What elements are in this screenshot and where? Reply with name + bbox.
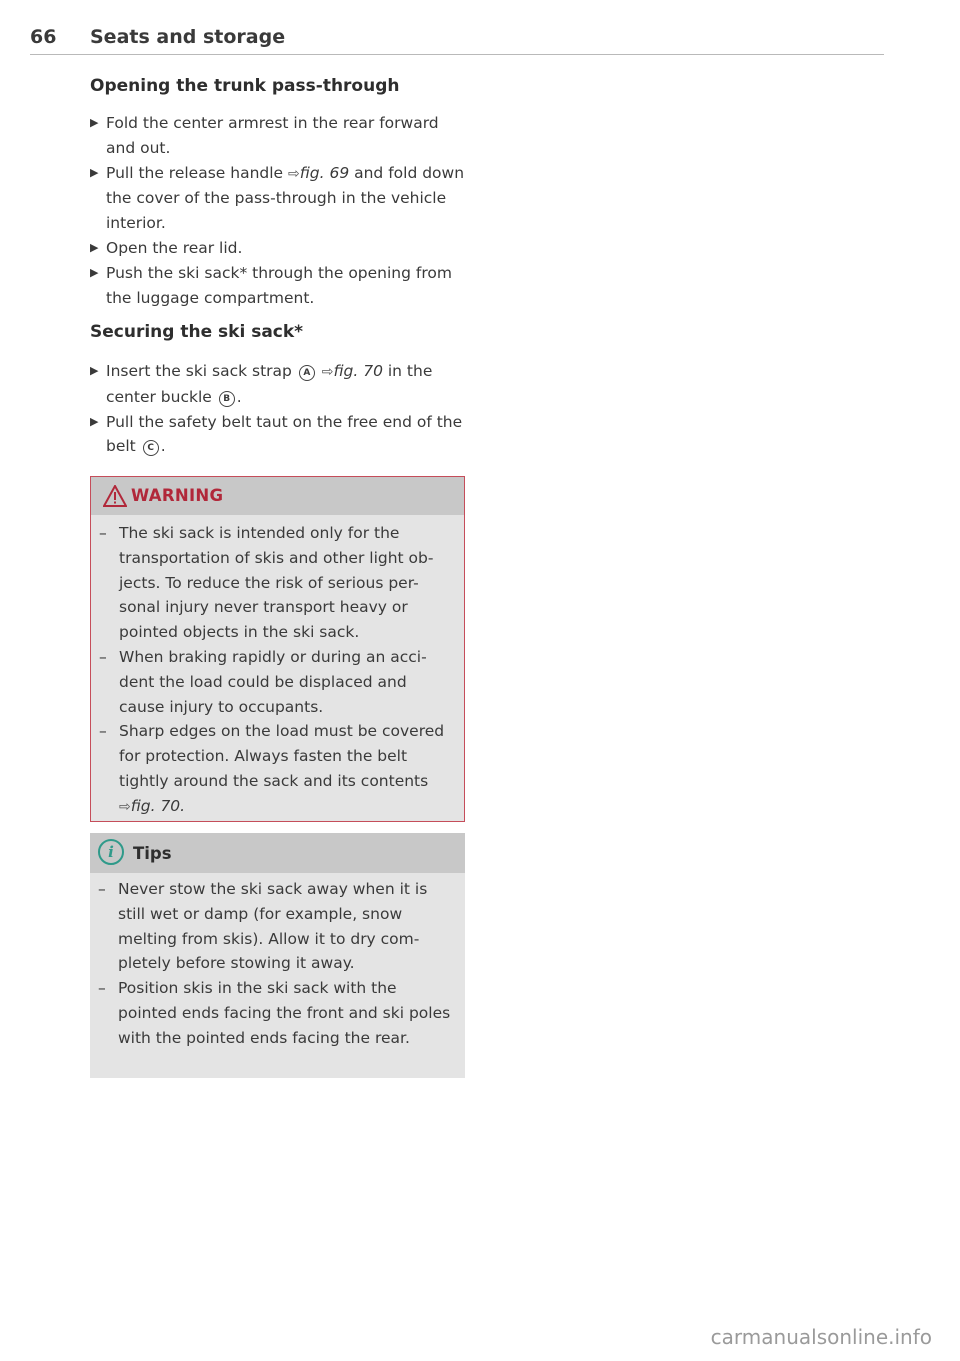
list-item: ▶ Pull the safety belt taut on the free end of the belt C . <box>90 410 466 460</box>
marker-c-icon: C <box>143 440 159 456</box>
warning-box <box>90 476 465 822</box>
arrow-right-icon: ⇨ <box>119 798 131 815</box>
triangle-right-icon: ▶ <box>90 165 99 179</box>
steps-list-pass-through <box>90 111 466 310</box>
figure-reference[interactable]: fig. 69 <box>299 163 350 182</box>
arrow-right-icon: ⇨ <box>321 364 334 380</box>
list-item: – Never stow the ski sack away when it is still wet or damp (for example, snow melting from skis). Allow it to dry com- pletely before stowing it away. <box>98 880 428 973</box>
marker-a-icon: A <box>299 365 315 381</box>
marker-b-icon: B <box>219 391 235 407</box>
list-item: – Sharp edges on the load must be covered for protection. Always fasten the belt tightly around the sack and its contents ⇨fig. 70. <box>99 722 445 815</box>
figure-reference[interactable]: fig. 70. <box>130 796 186 815</box>
figure-reference[interactable]: fig. 70 <box>333 362 383 380</box>
heading-trunk-pass-through: Opening the trunk pass-through <box>90 76 400 96</box>
list-item: ▶ Push the ski sack* through the opening from the luggage compartment. <box>90 261 466 311</box>
section-title: Seats and storage <box>90 26 286 48</box>
list-item: ▶ Pull the release handle ⇨fig. 69 and fold down the cover of the pass-through in the vehicle interior. <box>90 161 466 236</box>
triangle-right-icon: ▶ <box>90 116 99 129</box>
tips-header <box>90 833 465 873</box>
triangle-right-icon: ▶ <box>90 414 99 428</box>
warning-list <box>91 521 464 820</box>
list-item: – Position skis in the ski sack with the pointed ends facing the front and ski poles with the pointed ends facing the rear. <box>98 979 451 1047</box>
info-circle-icon: i <box>98 839 124 865</box>
tips-box <box>90 833 465 1078</box>
tips-list <box>90 877 465 1051</box>
list-item: ▶ Open the rear lid. <box>90 236 466 261</box>
heading-securing-ski-sack: Securing the ski sack* <box>90 322 304 342</box>
watermark: carmanualsonline.info <box>710 1325 932 1349</box>
page-header <box>30 24 884 55</box>
page-number: 66 <box>30 26 57 48</box>
steps-list-ski-sack <box>90 359 466 459</box>
warning-triangle-icon <box>103 485 127 507</box>
list-item: ▶ Fold the center armrest in the rear forward and out. <box>90 111 466 161</box>
list-item: – When braking rapidly or during an acci- dent the load could be displaced and cause injury to occupants. <box>99 647 427 716</box>
tips-title: Tips <box>133 844 172 863</box>
triangle-right-icon: ▶ <box>90 240 99 254</box>
warning-title: WARNING <box>131 486 224 505</box>
triangle-right-icon: ▶ <box>90 265 99 279</box>
list-item: – The ski sack is intended only for the transportation of skis and other light ob- jects. To reduce the risk of serious per- sonal injury never transport heavy or pointed objects in the ski sack. <box>99 524 434 642</box>
triangle-right-icon: ▶ <box>90 364 99 377</box>
list-item: ▶ Insert the ski sack strap A ⇨fig. 70 in the center buckle B . <box>90 359 466 410</box>
arrow-right-icon: ⇨ <box>288 165 300 182</box>
warning-header <box>91 477 464 515</box>
